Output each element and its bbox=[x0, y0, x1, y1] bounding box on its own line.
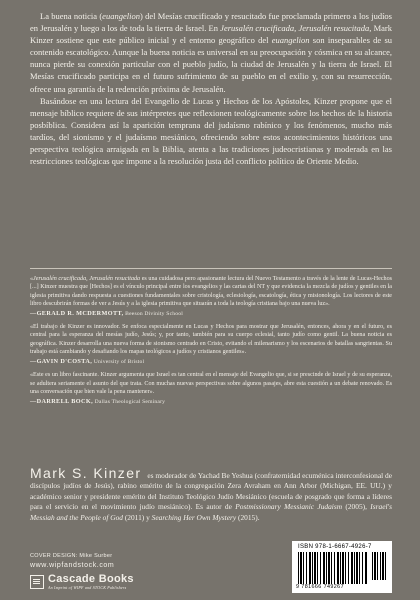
publisher-url[interactable]: www.wipfandstock.com bbox=[30, 562, 115, 569]
barcode-icon bbox=[298, 552, 368, 584]
barcode bbox=[292, 541, 392, 593]
endorser-name: —DARRELL BOCK, bbox=[30, 398, 94, 406]
publisher-name: Cascade Books bbox=[48, 573, 134, 585]
description-paragraph-2: Basándose en una lectura del Evangelio de Lucas y Hechos de los Apóstoles, Kinzer propone que el mensaje bíblico requiere de sus intérpretes que reflexionen teológicamente sobre los hechos de la historia posbíblica. Considera así la aparición temprana del judaísmo rabínico y los fenómenos, mucho más tardíos, del sionismo y el judaísmo mesiánico, ofreciendo sobre estos acontecimientos históricos una perspectiva teológica arraigada en la Biblia, atenta a las tradiciones judeocristianas y moderada en las restricciones teológicas que impone a la resolución justa del conflicto político de Oriente Medio. bbox=[30, 95, 392, 167]
endorser-affiliation: Dallas Theological Seminary bbox=[93, 399, 166, 406]
endorser-affiliation: University of Bristol bbox=[92, 359, 145, 366]
endorsement-3: «Este es un libro fascinante. Kinzer argumenta que Israel es tan central en el mensaje del Evangelio que, si se prescinde de Israel y de su esperanza, se adultera seriamente el asunto del que trata. Con muchas nuevas perspectivas sobre algunos pasajes, abre esta cuestión a un debate renovado. Es una conversación que bien vale la pena mantener». —DARRELL BOCK, Dallas Theological Seminary bbox=[30, 372, 392, 406]
author-bio: Mark S. Kinzer es moderador de Yachad Be Yeshua (confraternidad ecuménica interconfesional de discípulos judíos de Jesús), rabino emérito de la congregación Zera Avraham en Ann Arbor (Michigan, EE. UU.) y académico senior y presidente emérito del Instituto Teológico Judío Mesiánico (escuela de posgrado que forma a líderes para el servicio en el movimiento judío mesiánico). Es autor de Postmissionary Messianic Judaism (2005), Israel's Messiah and the People of God (2011) y Searching Her Own Mystery (2015). bbox=[30, 465, 393, 522]
endorser-affiliation: Beeson Divinity School bbox=[123, 311, 183, 318]
endorser-name: —GERALD R. MCDERMOTT, bbox=[30, 310, 124, 318]
isbn-label: ISBN 978-1-6667-4926-7 bbox=[298, 544, 372, 550]
book-description bbox=[30, 10, 392, 167]
endorser-name: —GAVIN D'COSTA, bbox=[30, 358, 93, 366]
endorsements bbox=[30, 268, 392, 405]
book-icon bbox=[30, 575, 44, 589]
publisher-imprint: An Imprint of WIPF and STOCK Publishers bbox=[48, 585, 127, 590]
endorsement-2: «El trabajo de Kinzer es innovador. Se enfoca especialmente en Lucas y Hechos para mostrar que Jerusalén, entonces, ahora y en el futuro, es central para la esperanza del mesías judío, Jesús; y, por tanto, también para su cuerpo eclesial, tanto judío como gentil. La buena noticia es geográfica. Kinzer desarrolla una nueva forma de sionismo centrado en Cristo, evitando el milenarismo y los escenarios de batallas sangrientas. Su trabajo está cambiando y desafiando los mapas teológicos a judíos y cristianos gentiles». —GAVIN D'COSTA, University of Bristol bbox=[30, 324, 392, 366]
cover-design-credit: COVER DESIGN: Mike Surber bbox=[30, 553, 113, 559]
barcode-number: 9 781666 749267 bbox=[296, 584, 344, 590]
description-paragraph-1: La buena noticia (euangelion) del Mesías crucificado y resucitado fue proclamada primero a los judíos en Jerusalén y luego a los de toda la tierra de Israel. En Jerusalén crucificada, Jerusalén resucitada, Mark Kinzer sostiene que este público inicial y el entorno geográfico del euangelion son inseparables de su contenido escatológico. Aunque la buena noticia es universal en su preocupación y cósmica en su alcance, nunca pierde su conexión particular con el pueblo judío, la ciudad de Jerusalén y la tierra de Israel. El Mesías crucificado participa en el futuro sufrimiento de su pueblo en el exilio y, con su resurrección, ofrece una garantía de la redención próxima de Jerusalén. bbox=[30, 11, 392, 94]
barcode-addon-icon bbox=[372, 552, 388, 580]
author-name: Mark S. Kinzer bbox=[30, 465, 142, 481]
endorsement-1: «Jerusalén crucificada, Jerusalén resucitada es una cuidadosa pero apasionante lectura del Nuevo Testamento a través de la lente de Lucas-Hechos [...] Kinzer muestra que [Hechos] es el vínculo principal entre los evangelios y las cartas del NT y que evidencia la mezcla de judíos y gentiles en la iglesia primitiva dando respuesta a cuestiones fundamentales sobre cristología, eclesiología, escatología, ética y misionología. Los lectores de este libro descubrirán formas de ver a Jesús y a la iglesia primitiva que situarán a toda la teología cristiana bajo una nueva luz». —GERALD R. MCDERMOTT, Beeson Divinity School bbox=[30, 276, 392, 318]
publisher-logo bbox=[30, 574, 134, 590]
